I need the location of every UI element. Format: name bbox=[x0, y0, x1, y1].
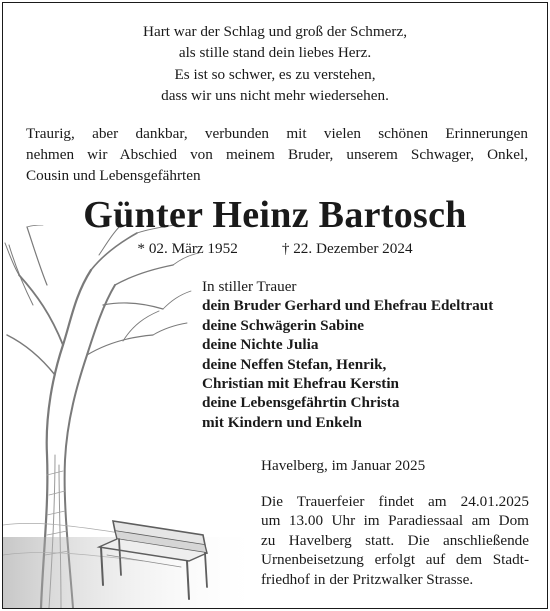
poem-line: Hart war der Schlag und groß der Schmerz, bbox=[142, 23, 407, 40]
mourner-line: deine Schwägerin Sabine bbox=[202, 316, 365, 334]
obituary-notice bbox=[2, 2, 548, 609]
service-line: Die Trauerfeier findet am 24.01.2025 bbox=[261, 493, 529, 510]
memorial-poem bbox=[3, 21, 547, 107]
mourner-line: deine Nichte Julia bbox=[202, 336, 319, 354]
intro-line: Cousin und Lebensgefährten bbox=[26, 167, 201, 184]
mourners-list bbox=[202, 277, 547, 432]
funeral-service-details bbox=[261, 492, 529, 589]
intro-line: Traurig, aber dankbar, verbunden mit vielen schönen Erinnerungen bbox=[26, 125, 528, 142]
mourner-line: deine Lebensgefährtin Christa bbox=[202, 394, 400, 412]
mourner-line: mit Kindern und Enkeln bbox=[202, 413, 362, 431]
service-line: Urnenbeisetzung erfolgt auf dem Stadt- bbox=[261, 551, 529, 569]
life-dates bbox=[3, 239, 547, 259]
mourner-line: Christian mit Ehefrau Kerstin bbox=[202, 375, 400, 393]
intro-line: nehmen wir Abschied von meinem Bruder, unserem Schwager, Onkel, bbox=[26, 146, 528, 163]
poem-line: als stille stand dein liebes Herz. bbox=[178, 44, 372, 62]
service-line: friedhof in der Pritzwalker Strasse. bbox=[261, 570, 474, 588]
place-and-date: Havelberg, im Januar 2025 bbox=[261, 457, 426, 474]
poem-line: Es ist so schwer, es zu verstehen, bbox=[174, 65, 376, 83]
deceased-name: Günter Heinz Bartosch bbox=[83, 194, 467, 236]
death-date: † 22. Dezember 2024 bbox=[281, 240, 413, 257]
service-line: um 13.00 Uhr im Paradiessaal am Dom bbox=[261, 512, 529, 530]
service-line: zu Havelberg statt. Die anschließende bbox=[261, 531, 529, 549]
farewell-intro bbox=[26, 123, 528, 186]
poem-line: dass wir uns nicht mehr wiedersehen. bbox=[161, 87, 389, 105]
mourners-heading: In stiller Trauer bbox=[202, 278, 297, 295]
mourner-line: dein Bruder Gerhard und Ehefrau Edeltraut bbox=[202, 297, 494, 315]
mourner-line: deine Neffen Stefan, Henrik, bbox=[202, 355, 387, 373]
birth-date: * 02. März 1952 bbox=[137, 240, 238, 257]
